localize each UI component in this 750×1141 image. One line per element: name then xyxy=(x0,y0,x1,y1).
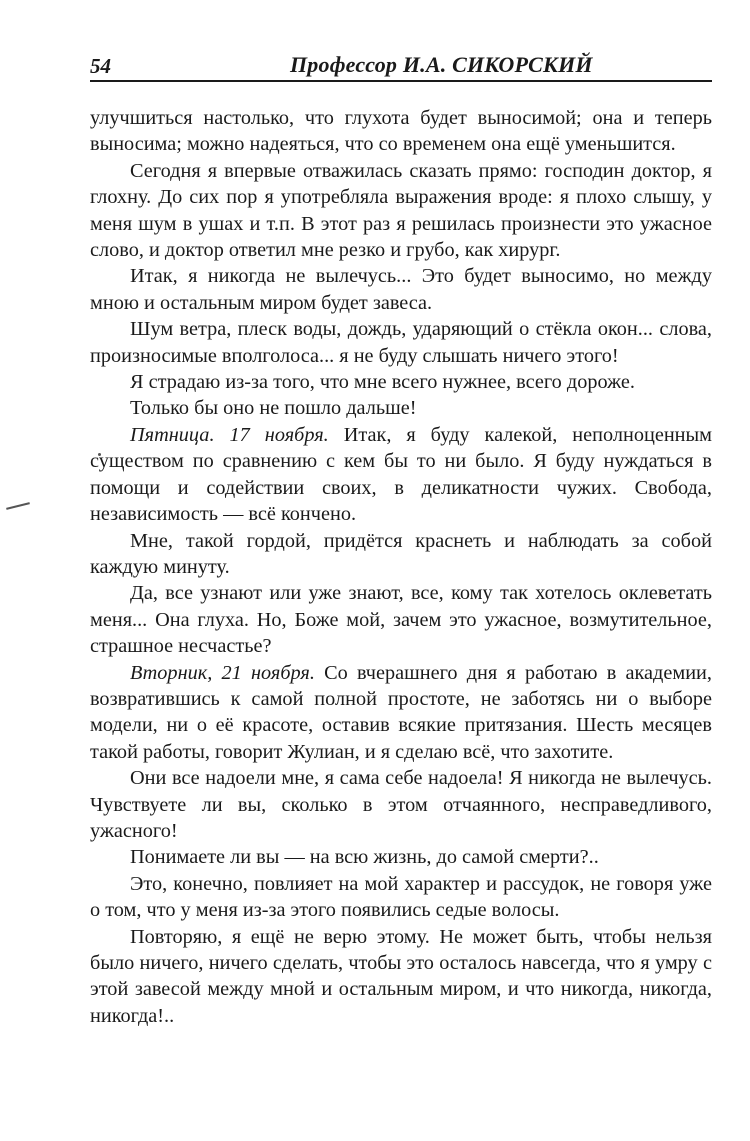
body-text xyxy=(90,105,712,1029)
paragraph-1: улучшиться настолько, что глухота будет выносимой; она и теперь выносима; можно надеяться, что со временем она ещё уменьшится. xyxy=(90,107,712,156)
margin-pencil-mark xyxy=(6,502,30,510)
paragraph-text: Со вчерашнего дня я работаю в академии, возвратившись к самой полной простоте, не заботясь ни о выборе модели, ни о её красоте, оставив всякие притязания. Шесть месяцев такой работы, говорит Жулиан, и я сделаю всё, что захотите. xyxy=(90,661,712,763)
page-header xyxy=(90,50,712,82)
paragraph-11: Они все надоели мне, я сама себе надоела! Я никогда не вылечусь. Чувствуете ли вы, сколько в этом отчаянного, несправедливого, ужасного! xyxy=(90,767,712,842)
paragraph-4: Шум ветра, плеск воды, дождь, ударяющий о стёкла окон... слова, произносимые вполголоса... я не буду слышать ничего этого! xyxy=(90,318,712,367)
paragraph-13: Это, конечно, повлияет на мой характер и рассудок, не говоря уже о том, что у меня из-за этого появились седые волосы. xyxy=(90,872,712,922)
paragraph-14: Повторяю, я ещё не верю этому. Не может быть, чтобы нельзя было ничего, ничего сделать, чтобы это осталось навсегда, что я умру с этой завесой между мной и остальным миром, и что никогда, никогда, никогда!.. xyxy=(90,925,712,1027)
running-title: Профессор И.А. СИКОРСКИЙ xyxy=(290,52,593,77)
paragraph-6: Только бы оно не пошло дальше! xyxy=(130,397,417,420)
diary-date-label: Пятница. 17 ноября. xyxy=(130,423,329,446)
paragraph-3: Итак, я никогда не вылечусь... Это будет выносимо, но между мною и остальным миром будет завеса. xyxy=(90,265,712,314)
paragraph-10 xyxy=(90,660,712,766)
paragraph-5: Я страдаю из-за того, что мне всего нужнее, всего дороже. xyxy=(130,371,635,394)
page-number: 54 xyxy=(90,54,111,78)
paragraph-text: Итак, я буду калекой, неполноценным существом по сравнению с кем бы то ни было. Я буду нуждаться в помощи и содействии своих, в деликатности чужих. Свобода, независимость — всё кончено. xyxy=(90,423,712,526)
paragraph-8: Мне, такой гордой, придётся краснеть и наблюдать за собой каждую минуту. xyxy=(90,529,712,578)
paragraph-9: Да, все узнают или уже знают, все, кому так хотелось оклеветать меня... Она глуха. Но, Боже мой, зачем это ужасное, возмутительное, страшное несчастье? xyxy=(90,582,712,658)
paragraph-2: Сегодня я впервые отважилась сказать прямо: господин доктор, я глохну. До сих пор я употребляла выражения вроде: я плохо слышу, у меня шум в ушах и т.п. В этот раз я решилась произнести это ужасное слово, и доктор ответил мне резко и грубо, как хирург. xyxy=(90,159,712,262)
paragraph-12: Понимаете ли вы — на всю жизнь, до самой смерти?.. xyxy=(130,846,599,869)
paragraph-7 xyxy=(90,422,712,528)
diary-date-label: Вторник, 21 ноября. xyxy=(130,661,315,684)
